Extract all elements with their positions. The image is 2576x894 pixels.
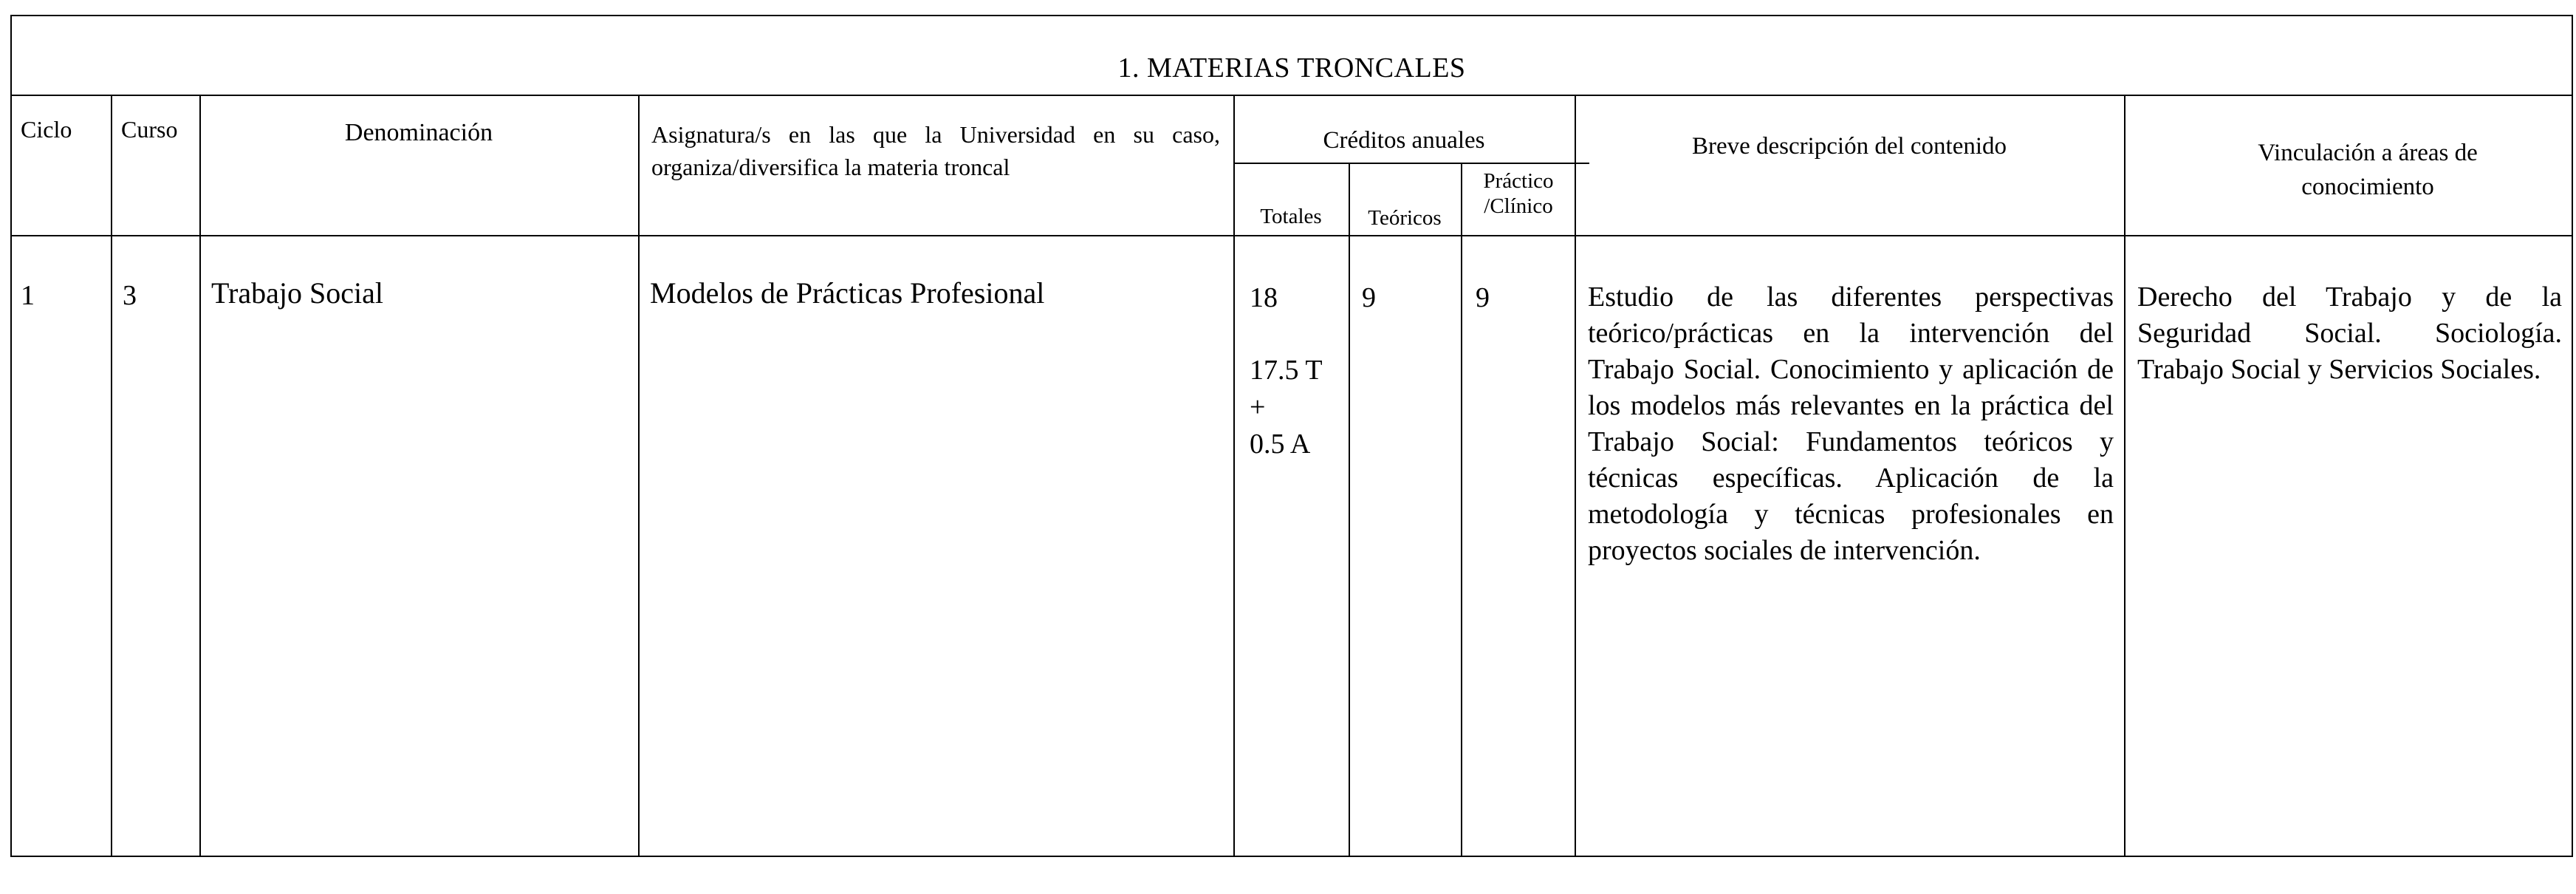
col-divider-descripcion — [2124, 95, 2125, 857]
header-vinculacion: Vinculación a áreas de conocimiento — [2258, 140, 2478, 200]
header-asignaturas: Asignatura/s en las que la Universidad en su caso, organiza/diversifica la materia troncal — [651, 121, 1220, 180]
cell-denominacion: Trabajo Social — [211, 276, 383, 310]
table-left-border — [10, 15, 12, 857]
cell-totales-0-5a: 0.5 A — [1250, 429, 1311, 460]
cell-practico: 9 — [1476, 282, 1490, 313]
header-descripcion: Breve descripción del contenido — [1691, 133, 2007, 160]
col-divider-teoricos — [1461, 163, 1462, 857]
header-bottom-border — [10, 235, 2573, 236]
table-title: 1. MATERIAS TRONCALES — [1117, 52, 1466, 83]
cell-totales-plus: + — [1250, 392, 1266, 423]
header-creditos-anuales: Créditos anuales — [1323, 127, 1485, 154]
table-bottom-border — [10, 856, 2573, 857]
col-divider-ciclo — [111, 95, 112, 857]
col-divider-denominacion — [638, 95, 640, 857]
table-right-border — [2572, 15, 2573, 857]
col-divider-creditos — [1575, 95, 1576, 857]
table-top-border — [10, 15, 2573, 16]
materias-troncales-table — [10, 15, 2573, 857]
cell-asignatura: Modelos de Prácticas Profesional — [650, 276, 1045, 310]
cell-vinculacion: Derecho del Trabajo y de la Seguridad Social. Sociología. Trabajo Social y Servicios Sociales. — [2137, 281, 2562, 385]
title-bottom-border — [10, 95, 2573, 96]
creditos-subheader-border — [1233, 163, 1589, 164]
header-teoricos: Teóricos — [1368, 206, 1442, 230]
cell-curso: 3 — [123, 280, 137, 311]
cell-totales-17-5t: 17.5 T — [1250, 355, 1323, 386]
header-ciclo: Ciclo — [21, 116, 72, 143]
col-divider-curso — [199, 95, 201, 857]
header-denominacion: Denominación — [344, 119, 493, 146]
col-divider-totales — [1349, 163, 1350, 857]
header-totales: Totales — [1260, 205, 1322, 228]
cell-descripcion: Estudio de las diferentes perspectivas teórico/prácticas en la intervención del Trabajo Social. Conocimiento y aplicación de los modelos más relevantes en la práctica del Trabajo Social: Fundamentos teóricos y técnicas específicas. Aplicación de la metodología y técnicas profesionales en proyectos sociales de intervención. — [1588, 281, 2114, 566]
header-curso: Curso — [121, 116, 178, 143]
cell-teoricos: 9 — [1362, 282, 1376, 313]
cell-totales-18: 18 — [1250, 282, 1278, 313]
header-practico-clinico: Práctico /Clínico — [1483, 169, 1554, 218]
cell-ciclo: 1 — [21, 280, 35, 311]
